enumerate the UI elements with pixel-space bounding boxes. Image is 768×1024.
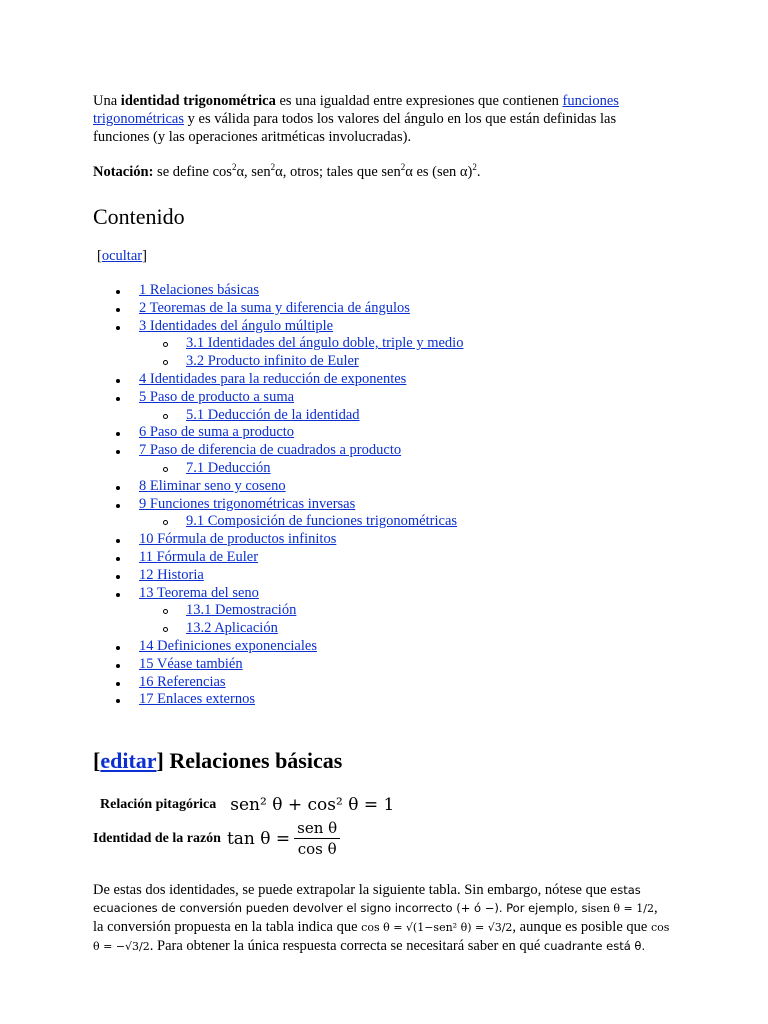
toc-item: [93, 638, 463, 656]
section-heading: [93, 748, 342, 774]
notation-text: α, sen: [236, 164, 271, 180]
toc-item: [93, 531, 463, 549]
paragraph-text: , la conversión propuesta en la tabla indica que: [93, 900, 658, 935]
toc-link[interactable]: 9.1 Composición de funciones trigonométricas: [186, 513, 458, 530]
toc-link[interactable]: 10 Fórmula de productos infinitos: [139, 531, 337, 548]
explanation-paragraph: [93, 881, 671, 956]
toc-link[interactable]: 8 Eliminar seno y coseno: [139, 477, 286, 494]
toc-link[interactable]: 17 Enlaces externos: [139, 691, 255, 708]
bracket: [: [93, 748, 101, 773]
intro-paragraph: [93, 92, 673, 146]
toc-link[interactable]: 14 Definiciones exponenciales: [139, 637, 317, 654]
toc-link[interactable]: 5.1 Deducción de la identidad: [186, 406, 360, 423]
toc-link[interactable]: 4 Identidades para la reducción de exponentes: [139, 370, 407, 387]
toc-item: [93, 460, 463, 478]
toc-item: [93, 353, 463, 371]
toc-link[interactable]: 15 Véase también: [139, 655, 243, 672]
bracket: ]: [142, 248, 147, 264]
ratio-lhs: tan θ =: [226, 828, 291, 849]
toc-item: [93, 656, 463, 674]
toc-item: [93, 691, 463, 709]
inline-math: cos θ = √(1−sen² θ) = √3/2: [361, 921, 513, 934]
intro-text: Una: [93, 93, 121, 109]
notation-text: .: [476, 164, 481, 180]
toc-link[interactable]: 9 Funciones trigonométricas inversas: [139, 495, 356, 512]
notation-label: Notación:: [93, 164, 154, 180]
toc-hide-link[interactable]: ocultar: [101, 248, 143, 264]
toc-item: [93, 371, 463, 389]
bracket: ]: [156, 748, 164, 773]
table-of-contents: [93, 282, 463, 709]
toc-link[interactable]: 3 Identidades del ángulo múltiple: [139, 317, 334, 334]
toc-link[interactable]: 13.2 Aplicación: [186, 620, 278, 637]
pythagorean-formula: sen² θ + cos² θ = 1: [230, 795, 395, 815]
toc-link[interactable]: 6 Paso de suma a producto: [139, 424, 295, 441]
toc-item: [93, 282, 463, 300]
superscript: 2: [231, 162, 237, 172]
toc-link[interactable]: 7 Paso de diferencia de cuadrados a producto: [139, 442, 402, 459]
edit-section-link[interactable]: editar: [100, 748, 157, 773]
ratio-fraction: [294, 819, 340, 858]
toc-item: [93, 496, 463, 514]
paragraph-text: De estas dos identidades, se puede extrapolar la siguiente tabla. Sin embargo, nótese que: [93, 882, 611, 898]
toc-link[interactable]: 13 Teorema del seno: [139, 584, 259, 601]
pythagorean-label: Relación pitagórica: [100, 797, 217, 812]
toc-item: [93, 513, 463, 531]
toc-item: [93, 620, 463, 638]
paragraph-text: , aunque es posible que: [512, 919, 651, 935]
intro-text: es una igualdad entre expresiones que contienen: [275, 93, 563, 109]
ratio-denominator: cos θ: [297, 840, 337, 858]
superscript: 2: [472, 162, 477, 172]
toc-item: [93, 549, 463, 567]
inline-math: cos θ = −√3/2: [93, 921, 670, 953]
toc-item: [93, 567, 463, 585]
toc-link[interactable]: 1 Relaciones básicas: [139, 282, 259, 298]
paragraph-text: . Para obtener la única respuesta correcta se necesitará saber en qué: [149, 938, 544, 954]
notation-text: se define cos: [153, 164, 232, 180]
paragraph-text: estas ecuaciones de conversión pueden devolver el signo incorrecto (+ ó −). Por ejemplo, si: [93, 883, 641, 915]
notation-paragraph: [93, 163, 673, 181]
section-title-text: Relaciones básicas: [163, 748, 343, 773]
paragraph-text: cuadrante está θ.: [543, 939, 646, 953]
intro-text: y es válida para todos los valores del ángulo en los que están definidas las funciones (y las operaciones aritméticas involucradas).: [93, 111, 617, 145]
toc-item: [93, 442, 463, 460]
toc-link[interactable]: 12 Historia: [139, 566, 204, 583]
toc-link[interactable]: 3.2 Producto infinito de Euler: [186, 353, 359, 370]
toc-item: [93, 407, 463, 425]
superscript: 2: [270, 162, 276, 172]
toc-item: [93, 300, 463, 318]
toc-item: [93, 602, 463, 620]
ratio-label: Identidad de la razón: [93, 830, 221, 846]
intro-bold-term: identidad trigonométrica: [120, 93, 276, 109]
ratio-numerator: sen θ: [297, 819, 338, 837]
toc-item: [93, 389, 463, 407]
bracket: [: [97, 248, 102, 264]
toc-link[interactable]: 13.1 Demostración: [186, 602, 297, 619]
ratio-identity-row: [93, 819, 340, 858]
toc-item: [93, 674, 463, 692]
toc-title: Contenido: [93, 204, 185, 229]
toc-link[interactable]: 2 Teoremas de la suma y diferencia de ángulos: [139, 299, 410, 316]
superscript: 2: [400, 162, 406, 172]
toc-item: [93, 424, 463, 442]
toc-link[interactable]: 11 Fórmula de Euler: [139, 548, 259, 565]
toc-link[interactable]: 3.1 Identidades del ángulo doble, triple y medio: [186, 335, 464, 352]
toc-toggle: [97, 248, 147, 265]
toc-list: [93, 282, 463, 709]
toc-link[interactable]: 16 Referencias: [139, 673, 226, 690]
pythagorean-identity-row: [100, 795, 394, 815]
toc-item: [93, 318, 463, 336]
toc-item: [93, 585, 463, 603]
toc-item: [93, 478, 463, 496]
notation-text: α, otros; tales que sen: [275, 164, 401, 180]
toc-link[interactable]: 5 Paso de producto a suma: [139, 388, 295, 405]
notation-text: α es (sen α): [405, 164, 473, 180]
toc-item: [93, 335, 463, 353]
link-funciones-trigonometricas[interactable]: funciones trigonométricas: [93, 93, 619, 127]
toc-link[interactable]: 7.1 Deducción: [186, 459, 271, 476]
inline-math: sen θ = 1/2: [590, 902, 654, 915]
